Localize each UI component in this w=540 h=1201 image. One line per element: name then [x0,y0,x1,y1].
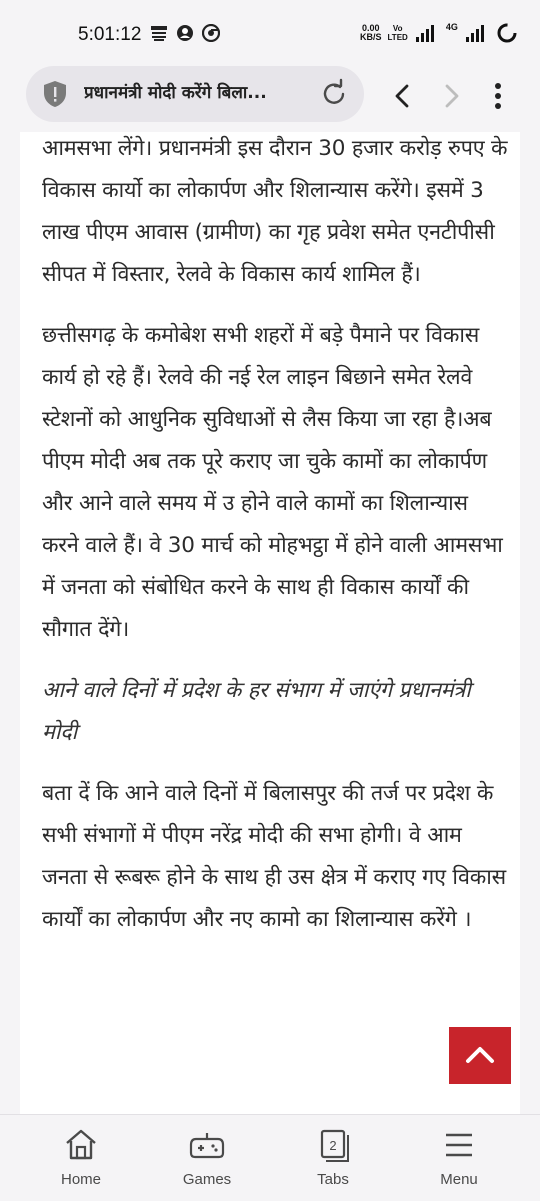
tabs-count: 2 [329,1138,337,1153]
article-paragraph: बता दें कि आने वाले दिनों में बिलासपुर की तर्ज पर प्रदेश के सभी संभागों में पीएम नरेंद्र मोदी की सभा होगी। वे आम जनता से रूबरू होने के साथ ही उस क्षेत्र में कराए गए विकास कार्यों का लोकार्पण और नए कामो का शिलान्यास करेंगे । [42,781,506,932]
tabs-icon[interactable] [313,1125,353,1165]
forward-arrow-icon[interactable] [436,81,466,111]
nav-home-label[interactable]: Home [60,1171,101,1188]
volte-bottom: LTED [387,33,408,42]
network-speed-unit: KB/S [360,32,382,42]
volte-indicator [388,24,408,42]
status-bar [0,0,540,70]
network-type: 4G [445,22,458,32]
nav-games-label[interactable]: Games [182,1171,232,1188]
signal-icon-sim2 [464,23,490,43]
network-speed [360,24,382,42]
nav-home[interactable] [31,1125,131,1188]
menu-icon[interactable] [439,1125,479,1165]
news-app-icon [150,24,168,42]
more-vert-icon[interactable] [484,78,512,114]
status-time: 5:01:12 [78,24,142,45]
home-icon[interactable] [61,1125,101,1165]
social-app-icon [176,24,194,42]
nav-menu-label[interactable]: Menu [440,1171,478,1188]
signal-icon-sim1 [414,23,440,43]
article-content[interactable] [20,132,520,1114]
notification-icons [150,24,220,42]
nav-games[interactable] [157,1125,257,1188]
browser-toolbar [0,70,540,130]
nav-tabs[interactable] [283,1125,383,1188]
nav-menu[interactable] [409,1125,509,1188]
page-title[interactable]: प्रधानमंत्री मोदी करेंगे बिला... [84,83,267,103]
scroll-to-top-button[interactable] [449,1027,511,1084]
reload-icon[interactable] [318,78,350,110]
volte-top: Vo [392,24,403,33]
chevron-up-icon[interactable] [449,1027,511,1084]
status-indicators [360,22,518,44]
article-subheading: आने वाले दिनों में प्रदेश के हर संभाग में जाएंगे प्रधानमंत्री मोदी [42,678,471,745]
chrome-icon [202,24,220,42]
gamepad-icon[interactable] [187,1125,227,1165]
shield-icon[interactable] [42,80,68,108]
nav-tabs-label[interactable]: Tabs [317,1171,349,1188]
back-arrow-icon[interactable] [388,81,418,111]
battery-ring-icon [496,22,518,44]
network-speed-value: 0.00 [361,23,380,33]
bottom-navigation [0,1114,540,1201]
article-paragraph: आमसभा लेंगे। प्रधानमंत्री इस दौरान 30 हजार करोड़ रुपए के विकास कार्यो का लोकार्पण और शिलान्यास करेंगे। इसमें 3 लाख पीएम आवास (ग्रामीण) का गृह प्रवेश समेत एनटीपीसी सीपत में विस्तार, रेलवे के विकास कार्य शामिल हैं। [42,136,508,287]
article-paragraph: छत्तीसगढ़ के कमोबेश सभी शहरों में बड़े पैमाने पर विकास कार्य हो रहे हैं। रेलवे की नई रेल लाइन बिछाने समेत रेलवे स्टेशनों को आधुनिक सुविधाओं से लैस किया जा रहा है।अब पीएम मोदी अब तक पूरे कराए जा चुके कामों का लोकार्पण और आने वाले समय में उ होने वाले कामों का शिलान्यास करने वाले हैं। वे 30 मार्च को मोहभट्ठा में होने वाली आमसभा में जनता को संबोधित करने के साथ ही विकास कार्यों की सौगात देंगे। [42,323,503,642]
article-body [20,132,508,941]
address-bar[interactable] [26,66,364,122]
